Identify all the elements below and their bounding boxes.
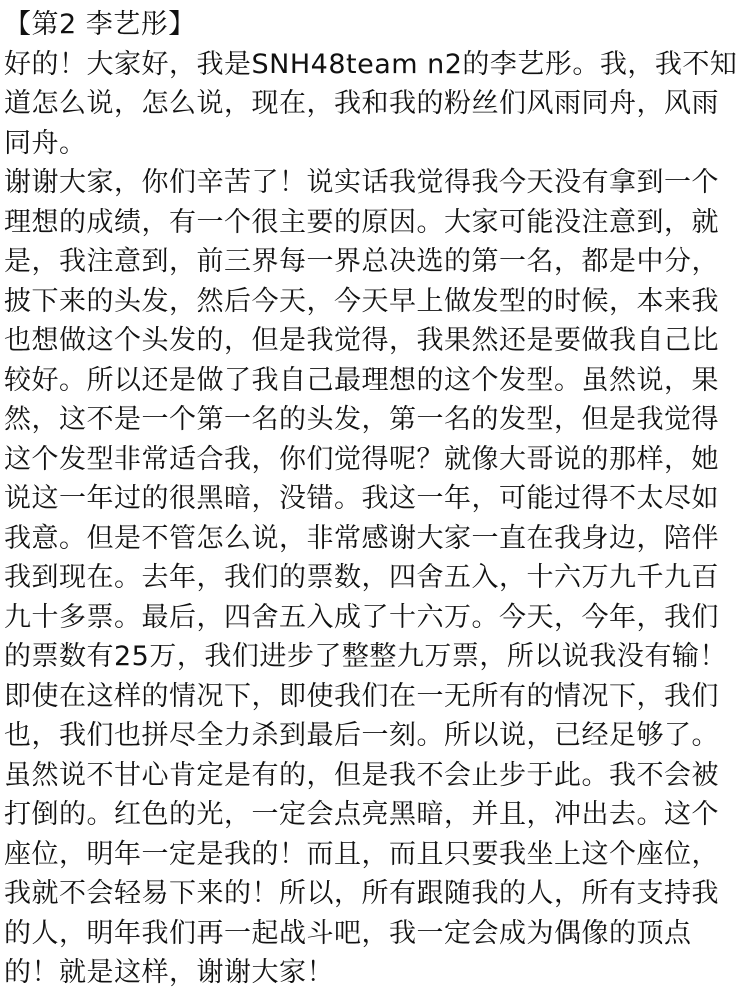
- paragraph-opening: 好的！大家好，我是SNH48team n2的李艺彤。我，我不知道怎么说，怎么说，现在，我和我的粉丝们风雨同舟，风雨同舟。: [4, 48, 738, 159]
- document-title: 【第2 李艺彤】: [4, 9, 196, 40]
- speech-transcript: [4, 5, 742, 993]
- paragraph-thanks: 谢谢大家，你们辛苦了！说实话我觉得我今天没有拿到一个理想的成绩，有一个很主要的原因。大家可能没注意到，就是，我注意到，前三界每一界总决选的第一名，都是中分，披下来的头发，然后今天，今天早上做发型的时候，本来我也想做这个头发的，但是我觉得，我果然还是要做我自己比较好。所以还是做了我自己最理想的这个发型。虽然说，果然，这不是一个第一名的头发，第一名的发型，但是我觉得这个发型非常适合我，你们觉得呢？就像大哥说的那样，她说这一年过的很黑暗，没错。我这一年，可能过得不太尽如我意。但是不管怎么说，非常感谢大家一直在我身边，陪伴我到现在。去年，我们的票数，四舍五入，十六万九千九百九十多票。最后，四舍五入成了十六万。今天，今年，我们的票数有25万，我们进步了整整九万票，所以说我没有输！: [4, 167, 727, 672]
- paragraph-closing: 即使在这样的情况下，即使我们在一无所有的情况下，我们也，我们也拼尽全力杀到最后一刻。所以说，已经足够了。虽然说不甘心肯定是有的，但是我不会止步于此。我不会被打倒的。红色的光，一定会点亮黑暗，并且，冲出去。这个座位，明年一定是我的！而且，而且只要我坐上这个座位，我就不会轻易下来的！所以，所有跟随我的人，所有支持我的人，明年我们再一起战斗吧，我一定会成为偶像的顶点的！就是这样，谢谢大家！: [4, 680, 719, 988]
